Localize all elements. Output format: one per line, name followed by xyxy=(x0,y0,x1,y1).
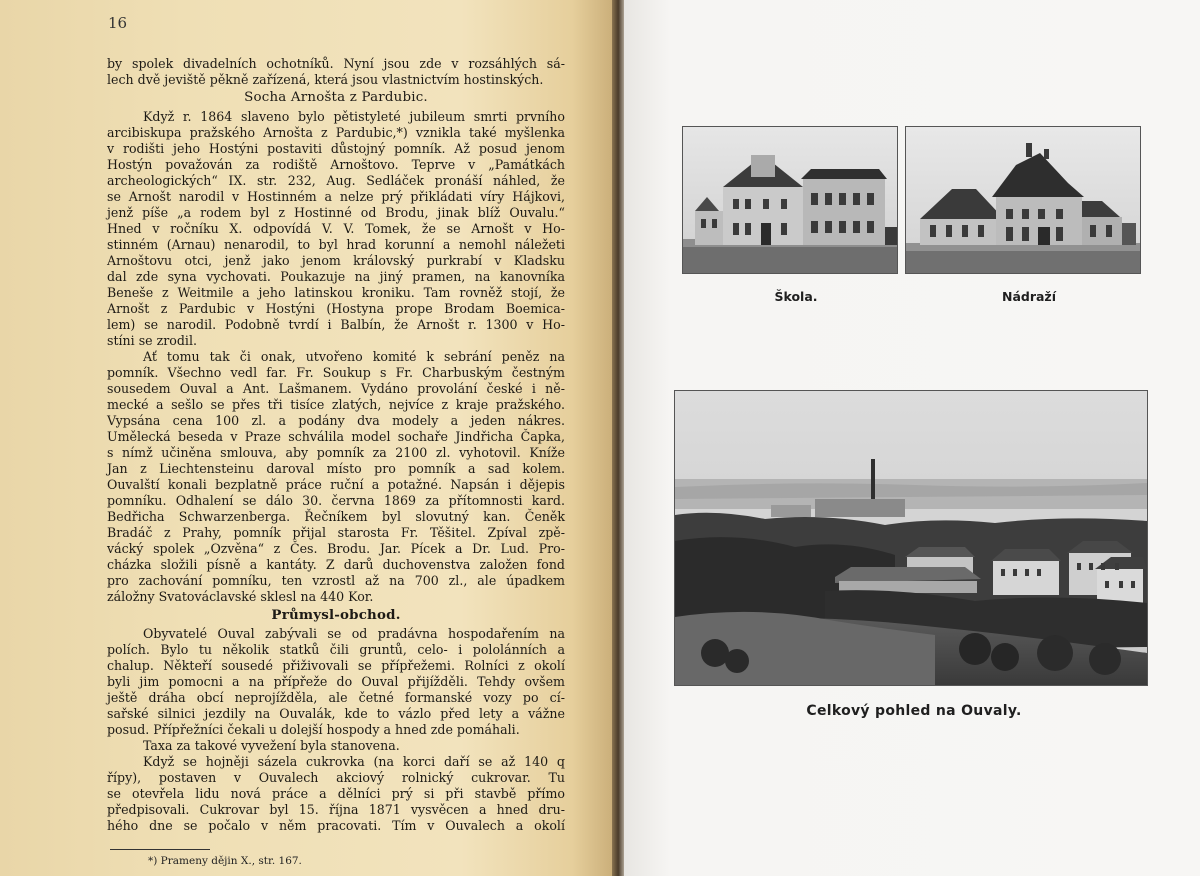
text-line: Jan z Liechtensteinu daroval místo pro pomník a sad kolem. xyxy=(107,461,565,476)
paragraph-2 xyxy=(107,109,565,349)
footnote: *) Prameny dějin X., str. 167. xyxy=(148,855,302,867)
paragraph-6 xyxy=(107,754,565,834)
text-line: Obyvatelé Ouval zabývali se od pradávna hospodařením na xyxy=(143,626,565,641)
text-line: Arnošt z Pardubic v Hostýni (Hostyna prope Brodam Boemica- xyxy=(107,301,565,316)
text-line: Beneše z Weitmile a jeho latinskou kroniku. Tam rovněž stojí, že xyxy=(107,285,565,300)
text-line: posud. Přípřežníci čekali u dolejší hospody a hned zde pomáhali. xyxy=(107,722,520,737)
text-line: ještě dráha obcí neprojížděla, ale četné formanské vozy po cí- xyxy=(107,690,565,705)
right-page xyxy=(624,0,1200,876)
text-line: lem) se narodil. Podobně tvrdí i Balbín, že Arnošt r. 1300 v Ho- xyxy=(107,317,565,332)
text-line: archeologických“ IX. str. 232, Aug. Sedláček pronáší náhled, že xyxy=(107,173,565,188)
text-line: cházka složili písně a kantáty. Z darů duchovenstva založen fond xyxy=(107,557,565,572)
text-line: Bradáč z Prahy, pomník přijal starosta Fr. Těšitel. Zpíval zpě- xyxy=(107,525,565,540)
text-line: předpisovali. Cukrovar byl 15. října 1871 vysvěcen a hned dru- xyxy=(107,802,565,817)
page-number: 16 xyxy=(108,14,128,32)
paragraph-3 xyxy=(107,349,565,605)
text-line: stinném (Arnau) nenarodil, to byl hrad korunní a nemohl náležeti xyxy=(107,237,565,252)
text-line: Arnoštovu otci, jenž jako jenom královský purkrabí v Kladsku xyxy=(107,253,565,268)
text-line: Ať tomu tak či onak, utvořeno komité k sebrání peněz na xyxy=(143,349,565,364)
station-photo xyxy=(905,126,1141,274)
body-text xyxy=(107,56,565,834)
text-line: mecké a sešlo se přes tři tisíce zlatých, nejvíce z kraje pražského. xyxy=(107,397,565,412)
text-line: s nímž učiněna smlouva, aby pomník za 2100 zl. vyhotovil. Kníže xyxy=(107,445,565,460)
text-line: v rodišti jeho Hostýni postaviti důstojný pomník. Až posud jenom xyxy=(107,141,565,156)
text-line: pomník. Všechno vedl far. Fr. Soukup s Fr. Charbuským čestným xyxy=(107,365,565,380)
text-line: Vypsána cena 100 zl. a podány dva modely a jeden nákres. xyxy=(107,413,565,428)
paragraph-1 xyxy=(107,56,565,88)
school-photo xyxy=(682,126,898,274)
text-line: lech dvě jeviště pěkně zařízená, která jsou vlastnictvím hostinských. xyxy=(107,72,544,87)
text-line: sousedem Ouval a Ant. Lašmanem. Vydáno provolání české i ně- xyxy=(107,381,565,396)
text-line: Umělecká beseda v Praze schválila model sochaře Jindřicha Čapka, xyxy=(107,429,565,444)
text-line: Když se hojněji sázela cukrovka (na korci daří se až 140 q xyxy=(143,754,565,769)
text-line: vácký spolek „Ozvěna“ z Čes. Brodu. Jar. Pícek a Dr. Lud. Pro- xyxy=(107,541,565,556)
text-line: záložny Svatováclavské sklesl na 440 Kor. xyxy=(107,589,374,604)
text-line: dal zde syna vychovati. Poukazuje na jiný pramen, na kanovníka xyxy=(107,269,565,284)
section-heading-industry: Průmysl-obchod. xyxy=(271,607,401,623)
footnote-rule xyxy=(110,849,210,850)
paragraph-5: Taxa za takové vyvežení byla stanovena. xyxy=(143,738,400,753)
text-line: chalup. Někteří sousedé přiživovali se přípřežemi. Rolníci z okolí xyxy=(107,658,565,673)
text-line: by spolek divadelních ochotníků. Nyní jsou zde v rozsáhlých sá- xyxy=(107,56,565,71)
text-line: pomníku. Odhalení se dálo 30. června 1869 za přítomnosti kard. xyxy=(107,493,565,508)
section-heading-statue: Socha Arnošta z Pardubic. xyxy=(244,90,428,105)
text-line: Hned v ročníku X. odpovídá V. V. Tomek, že se Arnošt v Ho- xyxy=(107,221,565,236)
text-line: Ouvalští konali bezplatně práce ruční a potažné. Napsán i dějepis xyxy=(107,477,565,492)
text-line: Když r. 1864 slaveno bylo pětistyleté jubileum smrti prvního xyxy=(143,109,565,124)
text-line: Hostýn považován za rodiště Arnoštovo. Teprve v „Památkách xyxy=(107,157,565,172)
text-line: arcibiskupa pražského Arnošta z Pardubic,*) vznikla také myšlenka xyxy=(107,125,565,140)
text-line: polích. Bylo tu několik statků čili gruntů, celo- i pololánních a xyxy=(107,642,565,657)
text-line: se otevřela lidu nová práce a dělníci prý si při stavbě přímo xyxy=(107,786,565,801)
caption-station: Nádraží xyxy=(1001,289,1056,304)
text-line: pro zachování pomníku, ten vzrostl až na 700 zl., ale úpadkem xyxy=(107,573,565,588)
caption-panorama: Celkový pohled na Ouvaly. xyxy=(806,703,1022,719)
text-line: byli jim pomocni a na přípřeže do Ouval přijížděli. Tehdy ovšem xyxy=(107,674,565,689)
text-line: řípy), postaven v Ouvalech akciový rolnický cukrovar. Tu xyxy=(107,770,565,785)
text-line: se Arnošt narodil v Hostinném a nelze prý přikládati víry Hájkovi, xyxy=(107,189,565,204)
text-line: sařské silnici jezdily na Ouvalák, kde to vázlo před lety a vážne xyxy=(107,706,565,721)
text-line: hého dne se počalo v něm pracovati. Tím v Ouvalech a okolí xyxy=(107,818,565,833)
text-line: jenž píše „a rodem byl z Hostinné od Brodu, jinak blíž Ouvalu.“ xyxy=(107,205,565,220)
paragraph-4 xyxy=(107,626,565,738)
text-line: stíni se zrodil. xyxy=(107,333,197,348)
text-line: Bedřicha Schwarzenberga. Řečníkem byl slovutný kan. Čeněk xyxy=(107,509,565,524)
panorama-photo xyxy=(674,390,1148,686)
caption-school: Škola. xyxy=(774,289,818,304)
